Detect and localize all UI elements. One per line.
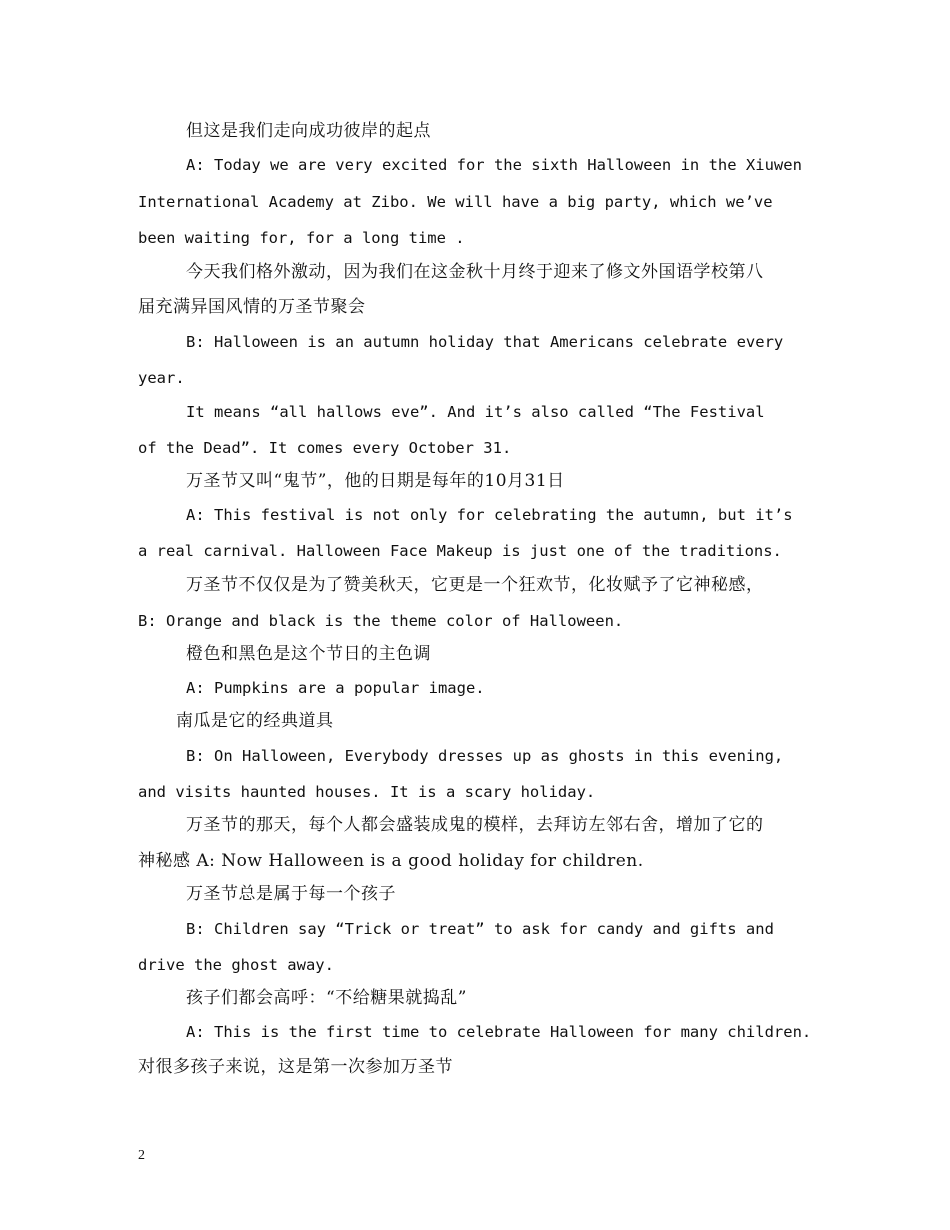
text-line: A: Today we are very excited for the sixth Halloween in the Xiuwen [186,156,802,174]
text-line: B: Halloween is an autumn holiday that Americans celebrate every [186,333,784,351]
text-line: 万圣节不仅仅是为了赞美秋天，它更是一个狂欢节，化妆赋予了它神秘感， [186,575,764,595]
text-line: 届充满异国风情的万圣节聚会 [138,297,366,317]
text-line: year. [138,369,185,387]
page-number: 2 [138,1148,145,1163]
text-line: B: Children say “Trick or treat” to ask for candy and gifts and [186,920,774,938]
text-line: 橙色和黑色是这个节日的主色调 [186,644,431,664]
text-line: B: On Halloween, Everybody dresses up as ghosts in this evening, [186,747,784,765]
text-line: been waiting for, for a long time . [138,229,465,247]
text-line: It means “all hallows eve”. And it’s also called “The Festival [186,403,765,421]
text-line: 南瓜是它的经典道具 [176,711,334,731]
text-line: 孩子们都会高呼：“不给糖果就捣乱” [186,988,467,1008]
text-line: 万圣节总是属于每一个孩子 [186,884,396,904]
text-line: B: Orange and black is the theme color of Halloween. [138,612,624,630]
text-line: of the Dead”. It comes every October 31. [138,439,512,457]
text-line: 对很多孩子来说，这是第一次参加万圣节 [138,1057,453,1077]
text-line: a real carnival. Halloween Face Makeup is just one of the traditions. [138,542,782,560]
text-line: 但这是我们走向成功彼岸的起点 [186,121,431,141]
text-line: 万圣节的那天，每个人都会盛装成鬼的模样，去拜访左邻右舍，增加了它的 [186,815,764,835]
text-line: 今天我们格外激动，因为我们在这金秋十月终于迎来了修文外国语学校第八 [186,262,764,282]
text-line: and visits haunted houses. It is a scary holiday. [138,783,596,801]
text-line: 万圣节又叫“鬼节”，他的日期是每年的10月31日 [186,471,565,491]
text-line: A: Pumpkins are a popular image. [186,679,485,697]
text-line: A: This festival is not only for celebrating the autumn, but it’s [186,506,793,524]
text-line: A: This is the first time to celebrate Halloween for many children. [186,1023,812,1041]
text-line: International Academy at Zibo. We will have a big party, which we’ve [138,193,773,211]
text-line: drive the ghost away. [138,956,334,974]
text-line: 神秘感 A: Now Halloween is a good holiday for children. [138,851,644,871]
